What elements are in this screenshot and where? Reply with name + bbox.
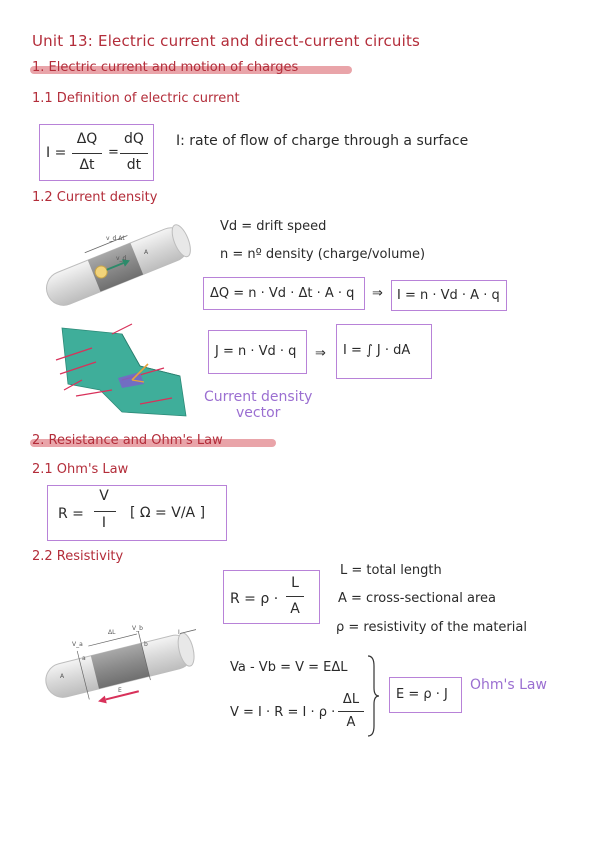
fig1-mid-label: v_d — [116, 255, 127, 262]
voltage-eq-lhs: V = I · R = I · ρ · — [230, 705, 336, 720]
ohm-field-eq: E = ρ · J — [396, 687, 448, 702]
subsection-2-2-heading: 2.2 Resistivity — [32, 549, 124, 564]
voltage-drop-eq: Va - Vb = V = EΔL — [230, 660, 348, 675]
current-integral-box — [336, 324, 432, 379]
subsection-1-1-heading: 1.1 Definition of electric current — [32, 91, 240, 106]
number-density-def: n = nº density (charge/volume) — [220, 247, 426, 262]
fig3-current-label: I — [178, 629, 180, 636]
section-1-heading: 1. Electric current and motion of charges — [32, 60, 299, 75]
fig3-a-label: a — [82, 655, 86, 662]
fig1-area-label: A — [144, 249, 149, 256]
voltage-eq-numerator: ΔL — [342, 692, 360, 707]
current-density-label-2: vector — [236, 405, 281, 421]
fraction-bar — [120, 153, 148, 154]
resistivity-lhs: R = ρ · — [230, 591, 279, 607]
current-density-figure — [52, 320, 190, 420]
area-def: A = cross-sectional area — [338, 591, 496, 606]
eq-dq-diff: dQ — [124, 131, 144, 147]
implies-arrow-2: ⇒ — [315, 346, 326, 361]
fraction-bar — [72, 153, 102, 154]
resistivity-def: ρ = resistivity of the material — [336, 620, 527, 635]
fig3-length-label: ΔL — [108, 629, 116, 636]
subsection-1-2-heading: 1.2 Current density — [32, 190, 158, 205]
fig3-vb-label: V_b — [132, 625, 143, 632]
charge-eq: ΔQ = n · Vd · Δt · A · q — [210, 286, 355, 301]
resistivity-denominator: A — [290, 601, 300, 617]
fig3-field-label: E — [118, 687, 122, 694]
fig3-b-label: b — [144, 641, 148, 648]
current-integral-eq: I = ∫ J · dA — [343, 343, 411, 358]
voltage-eq-denominator: A — [346, 715, 356, 730]
ohm-unit: [ Ω = V/A ] — [130, 505, 206, 521]
resistor-figure — [36, 610, 196, 710]
fraction-bar — [286, 596, 304, 597]
current-description: I: rate of flow of charge through a surface — [176, 133, 469, 149]
fig3-area-label: A — [60, 673, 65, 680]
implies-arrow: ⇒ — [372, 286, 383, 301]
current-density-label: Current density — [204, 389, 313, 405]
section-2-heading: 2. Resistance and Ohm's Law — [32, 433, 223, 448]
ohms-law-box — [47, 485, 227, 541]
resistivity-box — [223, 570, 320, 624]
ohm-numerator: V — [99, 488, 109, 504]
fraction-bar — [94, 511, 116, 512]
resistivity-numerator: L — [291, 575, 299, 591]
ohms-law-label: Ohm's Law — [470, 677, 547, 693]
fig3-va-label: V_a — [72, 641, 83, 648]
ohm-field-box — [389, 677, 462, 713]
eq-dt: Δt — [79, 157, 95, 173]
eq-dt-diff: dt — [126, 157, 142, 173]
eq-equals: = — [108, 145, 119, 160]
eq-i-lhs: I = — [46, 145, 67, 161]
current-definition-box — [39, 124, 154, 181]
current-eq: I = n · Vd · A · q — [397, 288, 500, 303]
eq-dq: ΔQ — [76, 131, 98, 147]
fraction-bar — [338, 711, 364, 712]
right-brace — [366, 654, 380, 738]
length-def: L = total length — [340, 563, 442, 578]
current-density-eq: J = n · Vd · q — [215, 344, 297, 359]
current-density-box — [208, 330, 307, 374]
drift-speed-def: Vd = drift speed — [220, 219, 327, 234]
charge-eq-box — [203, 277, 365, 310]
ohm-denominator: I — [101, 515, 107, 531]
current-eq-box — [391, 280, 507, 311]
ohm-lhs: R = — [58, 506, 84, 522]
subsection-2-1-heading: 2.1 Ohm's Law — [32, 462, 129, 477]
conductor-charge-figure — [36, 214, 196, 310]
fig1-top-label: v_d Δt — [106, 235, 125, 242]
page-title: Unit 13: Electric current and direct-current circuits — [32, 32, 421, 50]
